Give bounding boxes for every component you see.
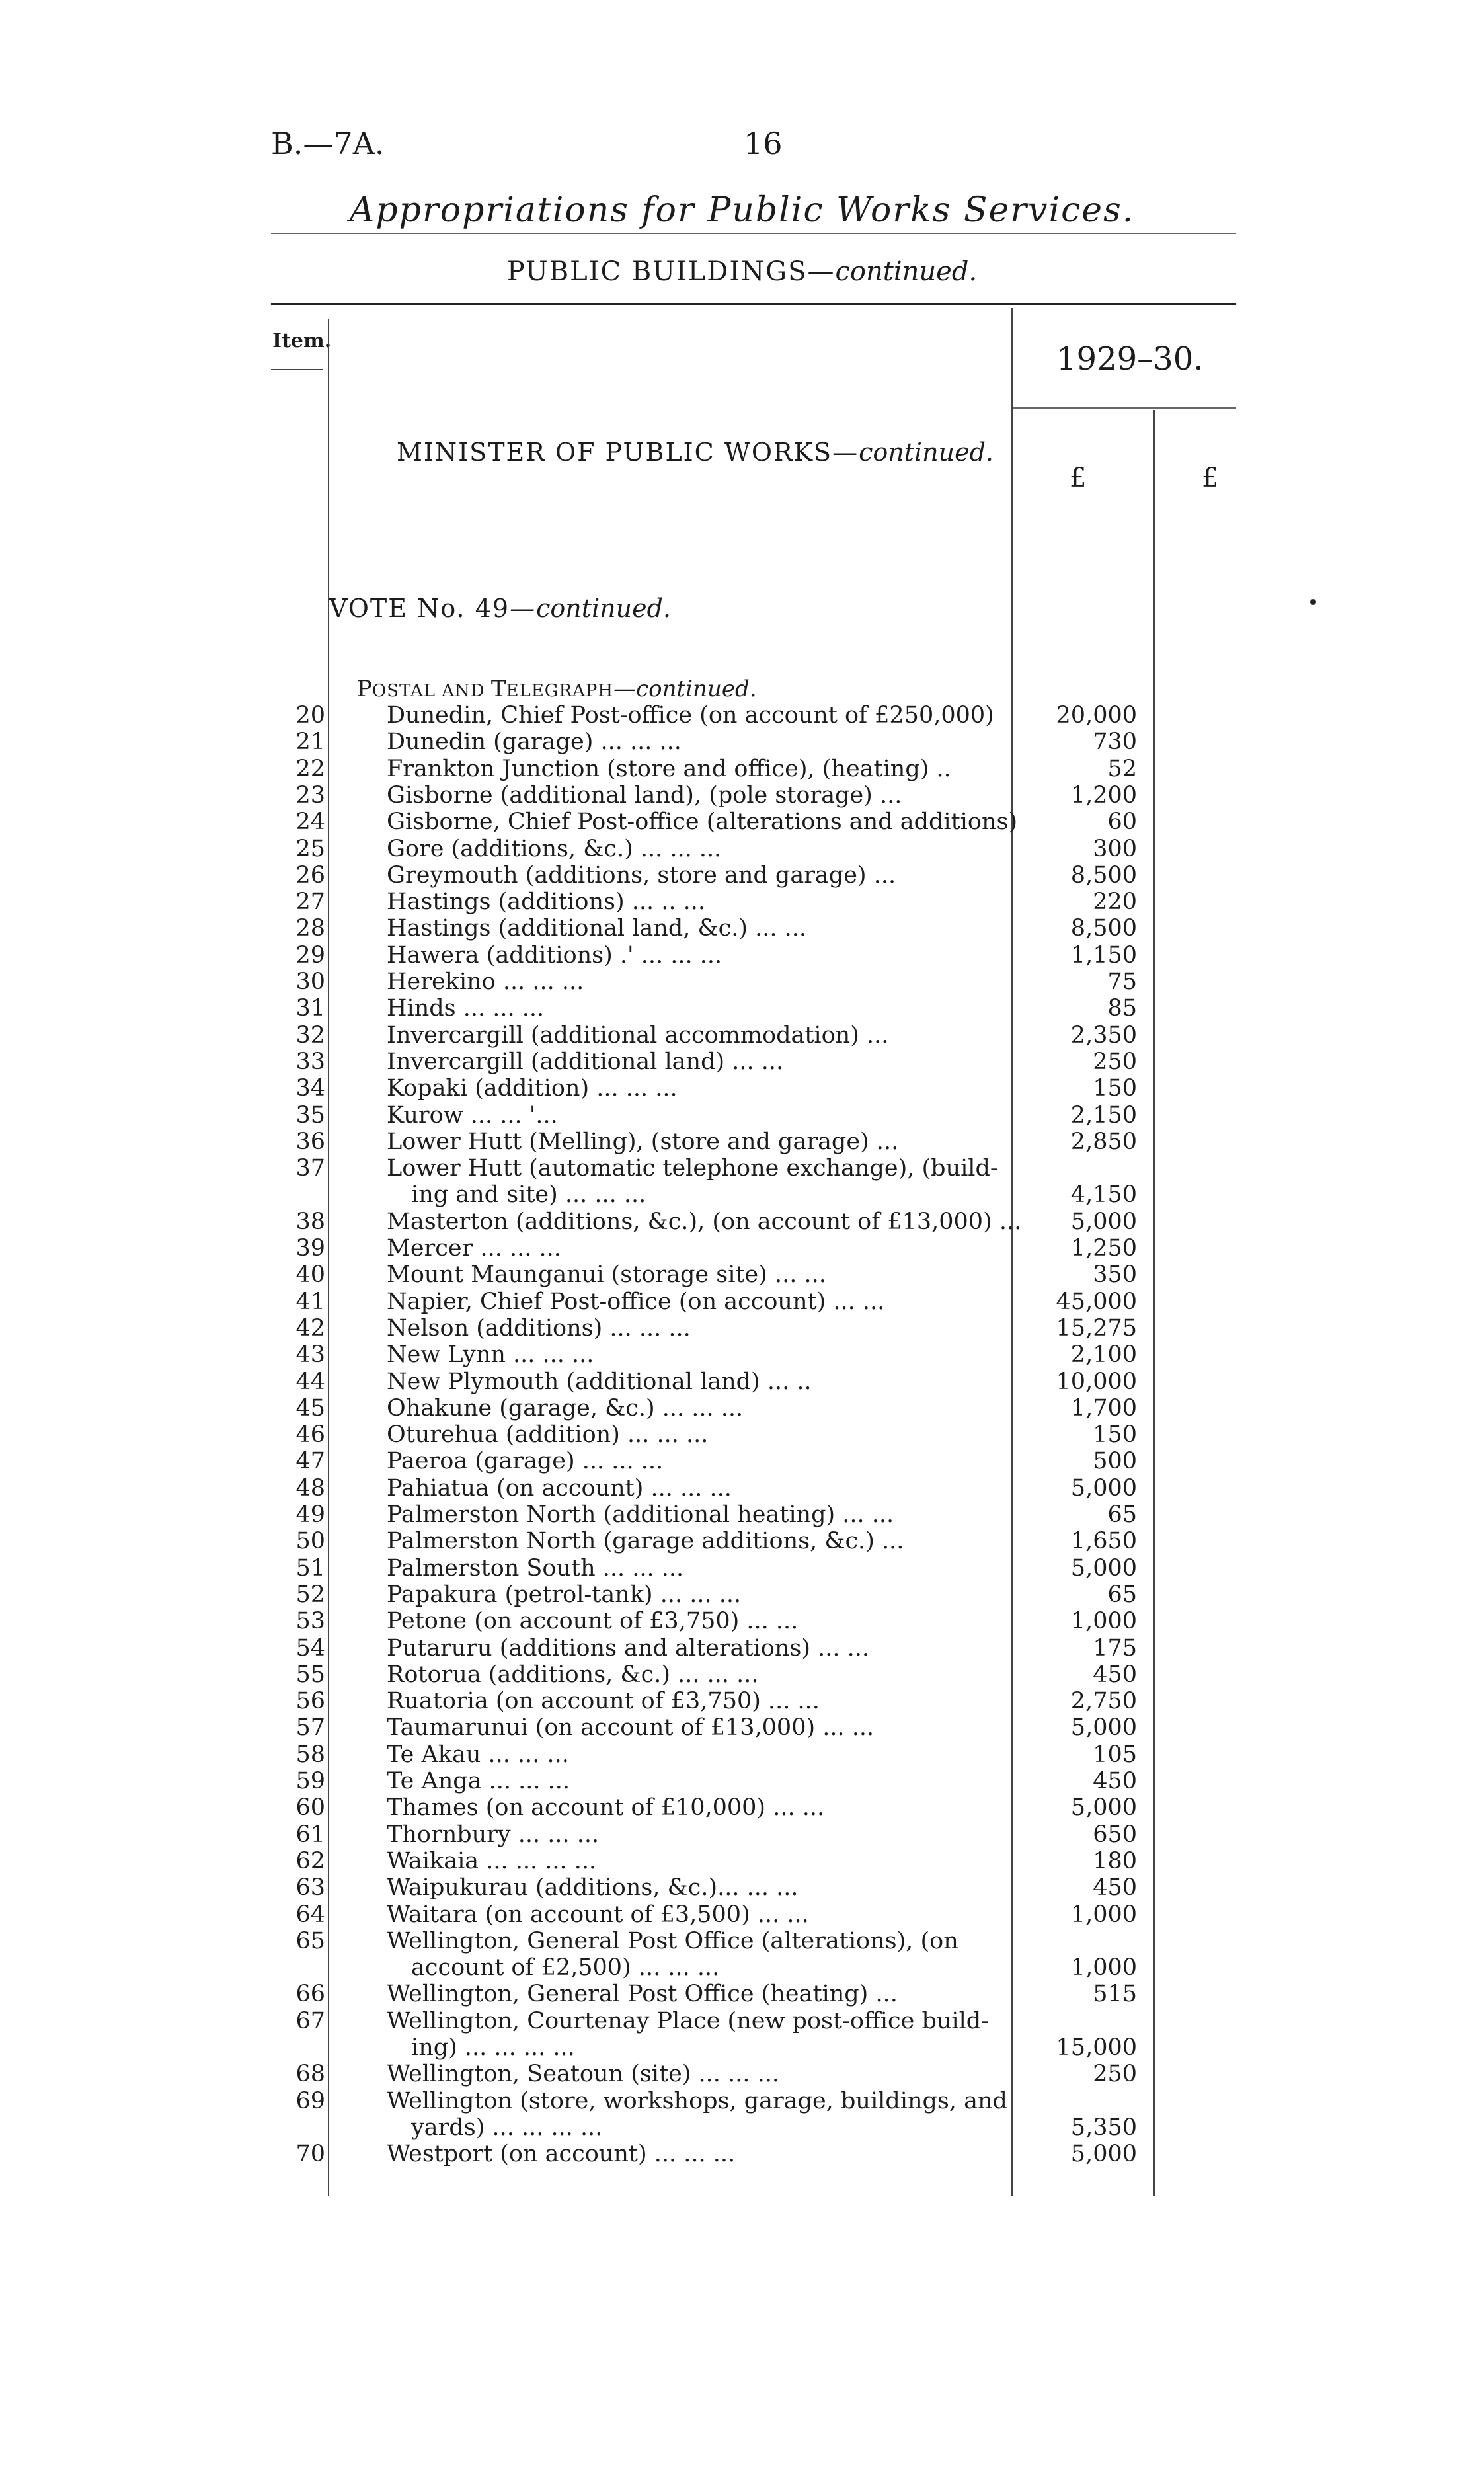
item-description: ing and site) ... ... ... xyxy=(411,1181,646,1208)
item-number: 55 xyxy=(295,1661,325,1688)
table-row xyxy=(0,1289,1484,1315)
table-row xyxy=(0,2008,1484,2034)
table-row xyxy=(0,1475,1484,1501)
table-row xyxy=(0,1768,1484,1794)
item-description: Greymouth (additions, store and garage) ... xyxy=(387,862,896,889)
item-description: Hastings (additions) ... .. ... xyxy=(387,889,706,915)
item-amount: 65 xyxy=(1107,1501,1137,1528)
item-number: 58 xyxy=(295,1741,325,1768)
section-initial-t: T xyxy=(490,676,506,702)
item-amount: 450 xyxy=(1093,1768,1137,1794)
item-number: 45 xyxy=(295,1395,325,1421)
item-number: 41 xyxy=(295,1289,325,1315)
item-description: Oturehua (addition) ... ... ... xyxy=(387,1421,709,1448)
item-number: 66 xyxy=(295,1981,325,2007)
section-word-ostal: OSTAL AND xyxy=(371,681,491,701)
item-amount: 1,150 xyxy=(1070,942,1137,969)
item-amount: 45,000 xyxy=(1056,1289,1137,1315)
table-row xyxy=(0,1395,1484,1421)
item-description: Thornbury ... ... ... xyxy=(387,1821,600,1848)
year-column-header: 1929–30. xyxy=(1056,340,1204,378)
item-description: Wellington, General Post Office (alterations), (on xyxy=(387,1928,958,1954)
table-row xyxy=(0,1688,1484,1714)
minister-main: MINISTER OF PUBLIC WORKS— xyxy=(397,438,859,467)
postal-telegraph-heading xyxy=(357,676,757,702)
item-number: 67 xyxy=(295,2008,325,2034)
item-amount: 1,000 xyxy=(1070,1954,1137,1981)
item-description: Te Akau ... ... ... xyxy=(387,1741,569,1768)
item-number: 47 xyxy=(295,1448,325,1474)
item-description: Waikaia ... ... ... ... xyxy=(387,1848,597,1874)
table-row xyxy=(0,942,1484,969)
item-number: 42 xyxy=(295,1315,325,1341)
table-top-rule xyxy=(271,303,1236,305)
item-amount: 175 xyxy=(1093,1635,1137,1661)
table-row xyxy=(0,1369,1484,1395)
item-description: Dunedin, Chief Post-office (on account of £250,000) xyxy=(387,702,994,729)
item-description: Lower Hutt (Melling), (store and garage) ... xyxy=(387,1129,899,1155)
item-description: Palmerston South ... ... ... xyxy=(387,1555,684,1581)
item-amount: 5,000 xyxy=(1070,1475,1137,1501)
table-row xyxy=(0,756,1484,782)
item-description: yards) ... ... ... ... xyxy=(411,2114,603,2141)
pound-symbol-column-b: £ xyxy=(1202,463,1219,493)
item-description: Petone (on account of £3,750) ... ... xyxy=(387,1608,799,1634)
item-amount: 52 xyxy=(1107,756,1137,782)
item-number: 27 xyxy=(295,889,325,915)
table-row xyxy=(0,1235,1484,1261)
item-amount: 15,275 xyxy=(1056,1315,1137,1341)
item-number: 36 xyxy=(295,1129,325,1155)
item-description: Gisborne, Chief Post-office (alterations and additions) xyxy=(387,809,1018,835)
page-number: 16 xyxy=(744,126,783,161)
table-row xyxy=(0,1661,1484,1688)
item-amount: 350 xyxy=(1093,1261,1137,1288)
item-description: Palmerston North (additional heating) ... ... xyxy=(387,1501,894,1528)
item-description: Palmerston North (garage additions, &c.) ... xyxy=(387,1528,904,1554)
item-description: Waipukurau (additions, &c.)... ... ... xyxy=(387,1874,799,1901)
table-row xyxy=(0,862,1484,889)
item-amount: 2,750 xyxy=(1070,1688,1137,1714)
item-amount: 1,000 xyxy=(1070,1901,1137,1928)
item-number: 30 xyxy=(295,969,325,995)
item-number: 59 xyxy=(295,1768,325,1794)
item-number: 64 xyxy=(295,1901,325,1928)
item-number: 22 xyxy=(295,756,325,782)
item-number: 46 xyxy=(295,1421,325,1448)
item-amount: 1,000 xyxy=(1070,1608,1137,1634)
item-amount: 8,500 xyxy=(1070,915,1137,941)
item-amount: 1,250 xyxy=(1070,1235,1137,1261)
stray-mark xyxy=(1310,599,1316,605)
item-number: 24 xyxy=(295,809,325,835)
section-subtitle xyxy=(0,257,1484,287)
item-description: Wellington, Courtenay Place (new post-office build- xyxy=(387,2008,990,2034)
item-amount: 650 xyxy=(1093,1821,1137,1848)
item-number: 37 xyxy=(295,1155,325,1181)
item-number: 34 xyxy=(295,1075,325,1101)
table-row xyxy=(0,2061,1484,2087)
item-description: Rotorua (additions, &c.) ... ... ... xyxy=(387,1661,759,1688)
table-row xyxy=(0,702,1484,729)
vote-continued: continued. xyxy=(536,594,671,623)
item-number: 65 xyxy=(295,1928,325,1954)
table-row xyxy=(0,1022,1484,1049)
item-description: Herekino ... ... ... xyxy=(387,969,584,995)
item-column-header: Item. xyxy=(272,329,332,352)
item-description: Lower Hutt (automatic telephone exchange), (build- xyxy=(387,1155,998,1181)
item-number: 50 xyxy=(295,1528,325,1554)
item-amount: 250 xyxy=(1093,2061,1137,2087)
item-amount: 2,850 xyxy=(1070,1129,1137,1155)
item-amount: 105 xyxy=(1093,1741,1137,1768)
item-number: 29 xyxy=(295,942,325,969)
item-description: Invercargill (additional accommodation) ... xyxy=(387,1022,889,1049)
item-amount: 2,100 xyxy=(1070,1341,1137,1368)
item-description: Putaruru (additions and alterations) ... ... xyxy=(387,1635,870,1661)
table-row xyxy=(0,1794,1484,1821)
table-row xyxy=(0,1102,1484,1129)
table-row xyxy=(0,1261,1484,1288)
item-number: 20 xyxy=(295,702,325,729)
table-row xyxy=(0,889,1484,915)
item-number: 28 xyxy=(295,915,325,941)
item-amount: 20,000 xyxy=(1056,702,1137,729)
item-amount: 5,000 xyxy=(1070,1714,1137,1741)
item-amount: 450 xyxy=(1093,1874,1137,1901)
item-description: Pahiatua (on account) ... ... ... xyxy=(387,1475,732,1501)
subtitle-continued: continued. xyxy=(835,257,978,287)
item-description: Te Anga ... ... ... xyxy=(387,1768,570,1794)
item-amount: 500 xyxy=(1093,1448,1137,1474)
item-description: Mercer ... ... ... xyxy=(387,1235,561,1261)
item-number: 31 xyxy=(295,995,325,1021)
table-row xyxy=(0,1714,1484,1741)
item-number: 61 xyxy=(295,1821,325,1848)
table-row xyxy=(0,2088,1484,2114)
item-number: 48 xyxy=(295,1475,325,1501)
item-number: 32 xyxy=(295,1022,325,1049)
item-number: 56 xyxy=(295,1688,325,1714)
item-number: 60 xyxy=(295,1794,325,1821)
item-description: Paeroa (garage) ... ... ... xyxy=(387,1448,664,1474)
item-amount: 300 xyxy=(1093,836,1137,862)
item-description: account of £2,500) ... ... ... xyxy=(411,1954,720,1981)
table-row xyxy=(0,1608,1484,1634)
table-row xyxy=(0,782,1484,809)
table-row xyxy=(0,1741,1484,1768)
item-number: 51 xyxy=(295,1555,325,1581)
vote-main: VOTE No. 49— xyxy=(329,594,537,623)
item-amount: 85 xyxy=(1107,995,1137,1021)
item-description: Ohakune (garage, &c.) ... ... ... xyxy=(387,1395,744,1421)
table-row xyxy=(0,1341,1484,1368)
table-row xyxy=(0,729,1484,755)
item-number: 35 xyxy=(295,1102,325,1129)
item-amount: 60 xyxy=(1107,809,1137,835)
table-row xyxy=(0,1981,1484,2007)
item-amount: 75 xyxy=(1107,969,1137,995)
table-row xyxy=(0,915,1484,941)
item-amount: 2,150 xyxy=(1070,1102,1137,1129)
table-row xyxy=(0,1928,1484,1954)
item-description: Thames (on account of £10,000) ... ... xyxy=(387,1794,825,1821)
item-number: 69 xyxy=(295,2088,325,2114)
item-number: 63 xyxy=(295,1874,325,1901)
table-row xyxy=(0,1581,1484,1608)
item-description: Hinds ... ... ... xyxy=(387,995,545,1021)
item-number: 38 xyxy=(295,1209,325,1235)
item-description: Gisborne (additional land), (pole storage) ... xyxy=(387,782,902,809)
item-amount: 450 xyxy=(1093,1661,1137,1688)
report-reference: B.—7A. xyxy=(271,126,385,161)
item-number: 68 xyxy=(295,2061,325,2087)
table-row xyxy=(0,1129,1484,1155)
item-amount: 2,350 xyxy=(1070,1022,1137,1049)
item-amount: 730 xyxy=(1093,729,1137,755)
item-description: New Plymouth (additional land) ... .. xyxy=(387,1369,812,1395)
item-amount: 180 xyxy=(1093,1848,1137,1874)
item-amount: 1,650 xyxy=(1070,1528,1137,1554)
item-description: Frankton Junction (store and office), (heating) .. xyxy=(387,756,951,782)
item-number: 44 xyxy=(295,1369,325,1395)
item-amount: 220 xyxy=(1093,889,1137,915)
item-number: 53 xyxy=(295,1608,325,1634)
item-amount: 5,000 xyxy=(1070,1794,1137,1821)
table-row xyxy=(0,1421,1484,1448)
table-row xyxy=(0,2114,1484,2141)
minister-continued: continued. xyxy=(859,438,994,467)
table-row xyxy=(0,836,1484,862)
item-amount: 5,000 xyxy=(1070,2141,1137,2167)
item-description: Kopaki (addition) ... ... ... xyxy=(387,1075,678,1101)
subtitle-main: PUBLIC BUILDINGS— xyxy=(506,257,836,287)
table-row xyxy=(0,1315,1484,1341)
item-amount: 4,150 xyxy=(1070,1181,1137,1208)
item-amount: 65 xyxy=(1107,1581,1137,1608)
item-description: Mount Maunganui (storage site) ... ... xyxy=(387,1261,826,1288)
table-row xyxy=(0,1635,1484,1661)
item-description: Hastings (additional land, &c.) ... ... xyxy=(387,915,807,941)
section-initial-p: P xyxy=(357,676,372,702)
item-number: 54 xyxy=(295,1635,325,1661)
pound-symbol-column-a: £ xyxy=(1070,463,1087,493)
table-row xyxy=(0,1555,1484,1581)
table-row xyxy=(0,2141,1484,2167)
item-description: Wellington, Seatoun (site) ... ... ... xyxy=(387,2061,779,2087)
item-amount: 250 xyxy=(1093,1049,1137,1075)
item-number: 21 xyxy=(295,729,325,755)
page-title: Appropriations for Public Works Services. xyxy=(349,190,1135,230)
table-row xyxy=(0,1848,1484,1874)
item-number: 70 xyxy=(295,2141,325,2167)
item-amount: 15,000 xyxy=(1056,2034,1137,2061)
item-amount: 515 xyxy=(1093,1981,1137,2007)
item-description: Wellington, General Post Office (heating) ... xyxy=(387,1981,898,2007)
item-description: New Lynn ... ... ... xyxy=(387,1341,594,1368)
table-row xyxy=(0,1209,1484,1235)
item-description: Ruatoria (on account of £3,750) ... ... xyxy=(387,1688,820,1714)
item-amount: 150 xyxy=(1093,1075,1137,1101)
item-description: Kurow ... ... '... xyxy=(387,1102,558,1129)
item-description: Napier, Chief Post-office (on account) ... ... xyxy=(387,1289,885,1315)
item-amount: 8,500 xyxy=(1070,862,1137,889)
item-number: 57 xyxy=(295,1714,325,1741)
minister-heading xyxy=(397,438,994,467)
item-amount: 1,200 xyxy=(1070,782,1137,809)
item-amount: 10,000 xyxy=(1056,1369,1137,1395)
item-description: Waitara (on account of £3,500) ... ... xyxy=(387,1901,809,1928)
item-amount: 5,000 xyxy=(1070,1555,1137,1581)
section-continued: —continued. xyxy=(613,676,757,702)
item-number: 40 xyxy=(295,1261,325,1288)
item-number: 33 xyxy=(295,1049,325,1075)
item-description: Masterton (additions, &c.), (on account of £13,000) ... xyxy=(387,1209,1022,1235)
title-rule xyxy=(271,233,1236,234)
table-row xyxy=(0,1181,1484,1208)
item-amount: 1,700 xyxy=(1070,1395,1137,1421)
table-row xyxy=(0,1448,1484,1474)
item-amount: 5,350 xyxy=(1070,2114,1137,2141)
item-number: 25 xyxy=(295,836,325,862)
table-row xyxy=(0,1501,1484,1528)
item-description: ing) ... ... ... ... xyxy=(411,2034,575,2061)
table-row xyxy=(0,1821,1484,1848)
item-number: 23 xyxy=(295,782,325,809)
item-number: 52 xyxy=(295,1581,325,1608)
item-description: Nelson (additions) ... ... ... xyxy=(387,1315,691,1341)
item-amount: 150 xyxy=(1093,1421,1137,1448)
table-row xyxy=(0,809,1484,835)
item-header-rule xyxy=(271,369,323,370)
table-row xyxy=(0,1901,1484,1928)
item-number: 43 xyxy=(295,1341,325,1368)
item-description: Westport (on account) ... ... ... xyxy=(387,2141,736,2167)
item-description: Gore (additions, &c.) ... ... ... xyxy=(387,836,722,862)
table-row xyxy=(0,2034,1484,2061)
section-word-elegraph: ELEGRAPH xyxy=(506,681,614,701)
table-row xyxy=(0,1075,1484,1101)
item-amount: 5,000 xyxy=(1070,1209,1137,1235)
item-description: Papakura (petrol-tank) ... ... ... xyxy=(387,1581,742,1608)
item-description: Taumarunui (on account of £13,000) ... ... xyxy=(387,1714,875,1741)
table-row xyxy=(0,1049,1484,1075)
item-number: 26 xyxy=(295,862,325,889)
vote-heading xyxy=(329,594,671,623)
table-row xyxy=(0,1954,1484,1981)
item-description: Hawera (additions) .' ... ... ... xyxy=(387,942,722,969)
item-number: 39 xyxy=(295,1235,325,1261)
table-row xyxy=(0,1155,1484,1181)
table-row xyxy=(0,969,1484,995)
table-row xyxy=(0,995,1484,1021)
table-row xyxy=(0,1874,1484,1901)
item-description: Dunedin (garage) ... ... ... xyxy=(387,729,682,755)
item-number: 62 xyxy=(295,1848,325,1874)
item-description: Wellington (store, workshops, garage, buildings, and xyxy=(387,2088,1007,2114)
table-row xyxy=(0,1528,1484,1554)
year-header-rule xyxy=(1013,407,1236,409)
item-description: Invercargill (additional land) ... ... xyxy=(387,1049,784,1075)
item-number: 49 xyxy=(295,1501,325,1528)
